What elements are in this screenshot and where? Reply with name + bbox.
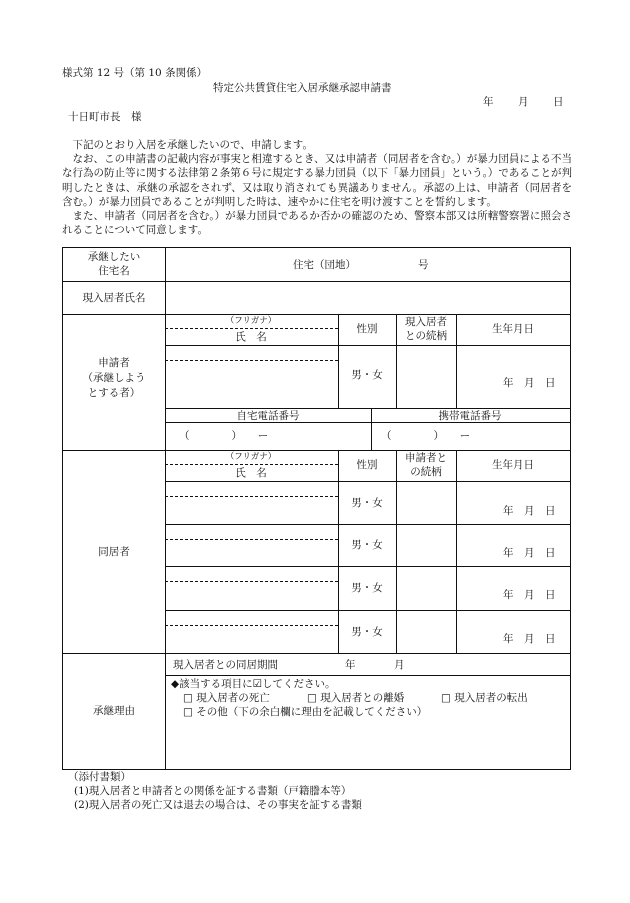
cohabitant-name-header: 氏 名 <box>235 467 267 479</box>
applicant-relation-field[interactable] <box>399 347 454 406</box>
reason-option-divorce[interactable]: □ 現入居者との離婚 <box>307 692 405 704</box>
cohabitant-gender-option[interactable]: 男・女 <box>351 626 383 638</box>
applicant-furigana-field[interactable] <box>167 347 335 359</box>
cohabitant-furigana-header: （フリガナ） <box>225 452 277 462</box>
applicant-name-field[interactable] <box>167 362 335 406</box>
document-title: 特定公共賃貸住宅入居承継承認申請書 <box>213 82 392 94</box>
cohabitant-birthdate-header: 生年月日 <box>492 459 534 471</box>
furigana-divider <box>165 328 338 329</box>
mobile-phone-label: 携帯電話番号 <box>438 410 502 422</box>
attachment-item: (2)現入居者の死亡又は退去の場合は、その事実を証する書類 <box>74 799 362 812</box>
row-divider <box>165 675 570 676</box>
applicant-gender-option[interactable]: 男・女 <box>351 369 383 381</box>
column-divider <box>165 248 166 769</box>
cohabitant-birthdate-field[interactable]: 年 月 日 <box>503 589 556 601</box>
applicant-label: 申請者 （承継しよう とする者） <box>82 357 146 400</box>
current-resident-name-label: 現入居者氏名 <box>82 292 146 304</box>
attachments <box>68 770 362 813</box>
cohabitant-birthdate-field[interactable]: 年 月 日 <box>503 505 556 517</box>
applicant-gender-header: 性別 <box>356 323 378 335</box>
column-divider <box>396 314 397 408</box>
applicant-relation-header: 現入居者 との続柄 <box>405 316 447 342</box>
column-divider <box>371 408 372 450</box>
applicant-birthdate-field[interactable]: 年 月 日 <box>503 377 556 389</box>
date-month-label: 月 <box>518 96 529 108</box>
furigana-divider <box>165 360 338 361</box>
date-year-label: 年 <box>483 96 494 108</box>
furigana-divider <box>165 581 338 582</box>
reason-option-move-out[interactable]: □ 現入居者の転出 <box>441 692 528 704</box>
applicant-birthdate-header: 生年月日 <box>492 323 534 335</box>
body-text <box>62 138 572 237</box>
row-divider <box>165 481 570 482</box>
furigana-divider <box>165 464 338 465</box>
cohabitation-period-year[interactable]: 年 <box>345 659 356 671</box>
row-divider <box>165 408 570 409</box>
row-divider <box>165 610 570 611</box>
cohabitant-gender-option[interactable]: 男・女 <box>351 582 383 594</box>
reason-instruction: ◆該当する項目に☑してください。 <box>171 678 336 690</box>
current-resident-name-field[interactable] <box>173 288 563 308</box>
cohabitant-gender-header: 性別 <box>356 459 378 471</box>
reason-option-death[interactable]: □ 現入居者の死亡 <box>183 692 270 704</box>
row-divider <box>63 314 570 315</box>
furigana-divider <box>165 496 338 497</box>
housing-name-label: 承継したい 住宅名 <box>87 251 141 277</box>
row-divider <box>165 524 570 525</box>
cohabitant-gender-option[interactable]: 男・女 <box>351 539 383 551</box>
cohabitant-relation-header: 申請者と の続柄 <box>405 452 447 478</box>
succession-reason-label: 承継理由 <box>93 705 135 717</box>
home-phone-label: 自宅電話番号 <box>236 410 300 422</box>
row-divider <box>165 566 570 567</box>
column-divider <box>338 314 339 408</box>
row-divider <box>165 422 570 423</box>
applicant-furigana-header: （フリガナ） <box>225 316 277 326</box>
addressee: 十日町市長 様 <box>68 111 142 123</box>
furigana-divider <box>165 625 338 626</box>
row-divider <box>63 450 570 451</box>
reason-option-other[interactable]: □ その他（下の余白欄に理由を記載してください） <box>183 706 428 718</box>
home-phone-field[interactable]: （ ） ー <box>179 430 269 442</box>
reason-free-text-area[interactable] <box>169 723 565 765</box>
cohabitant-label: 同居者 <box>98 546 130 558</box>
row-divider <box>63 653 570 654</box>
cohabitant-birthdate-field[interactable]: 年 月 日 <box>503 547 556 559</box>
mobile-phone-field[interactable]: （ ） ー <box>381 430 471 442</box>
attachments-heading: （添付書類） <box>68 771 131 783</box>
paragraph-police-inquiry: また、申請者（同居者を含む。）が暴力団員であるか否かの確認のため、警察本部又は所轄警察署に照会されることについて同意します。 <box>62 209 572 237</box>
furigana-divider <box>165 539 338 540</box>
form-number: 様式第 12 号（第 10 条関係） <box>62 67 208 79</box>
cohabitation-period-month[interactable]: 月 <box>394 659 405 671</box>
cohabitant-birthdate-field[interactable]: 年 月 日 <box>503 633 556 645</box>
cohabitation-period-label: 現入居者との同居期間 <box>173 659 278 671</box>
cohabitant-gender-option[interactable]: 男・女 <box>351 497 383 509</box>
attachment-item: (1)現入居者と申請者との関係を証する書類（戸籍謄本等） <box>74 785 352 798</box>
column-divider <box>456 314 457 408</box>
applicant-name-header: 氏 名 <box>235 331 267 343</box>
housing-number-label: 号 <box>418 259 429 271</box>
housing-complex-field[interactable]: 住宅（団地） <box>293 259 356 271</box>
row-divider <box>165 345 570 346</box>
paragraph-request: 下記のとおり入居を承継したいので、申請します。 <box>72 139 313 151</box>
row-divider <box>63 281 570 282</box>
date-day-label: 日 <box>553 96 564 108</box>
application-form-table <box>62 247 571 770</box>
paragraph-consent: なお、この申請書の記載内容が事実と相違するとき、又は申請者（同居者を含む。）が暴力団員による不当な行為の防止等に関する法律第２条第６号に規定する暴力団員（以下「暴力団員」という。）であることが判明したときは、承継の承認をされず、又は取り消されても異議ありません。承認の上は、申請者（同居者を含む。）が暴力団員であることが判明した時は、速やかに住宅を明け渡すことを誓約します。 <box>62 153 572 208</box>
